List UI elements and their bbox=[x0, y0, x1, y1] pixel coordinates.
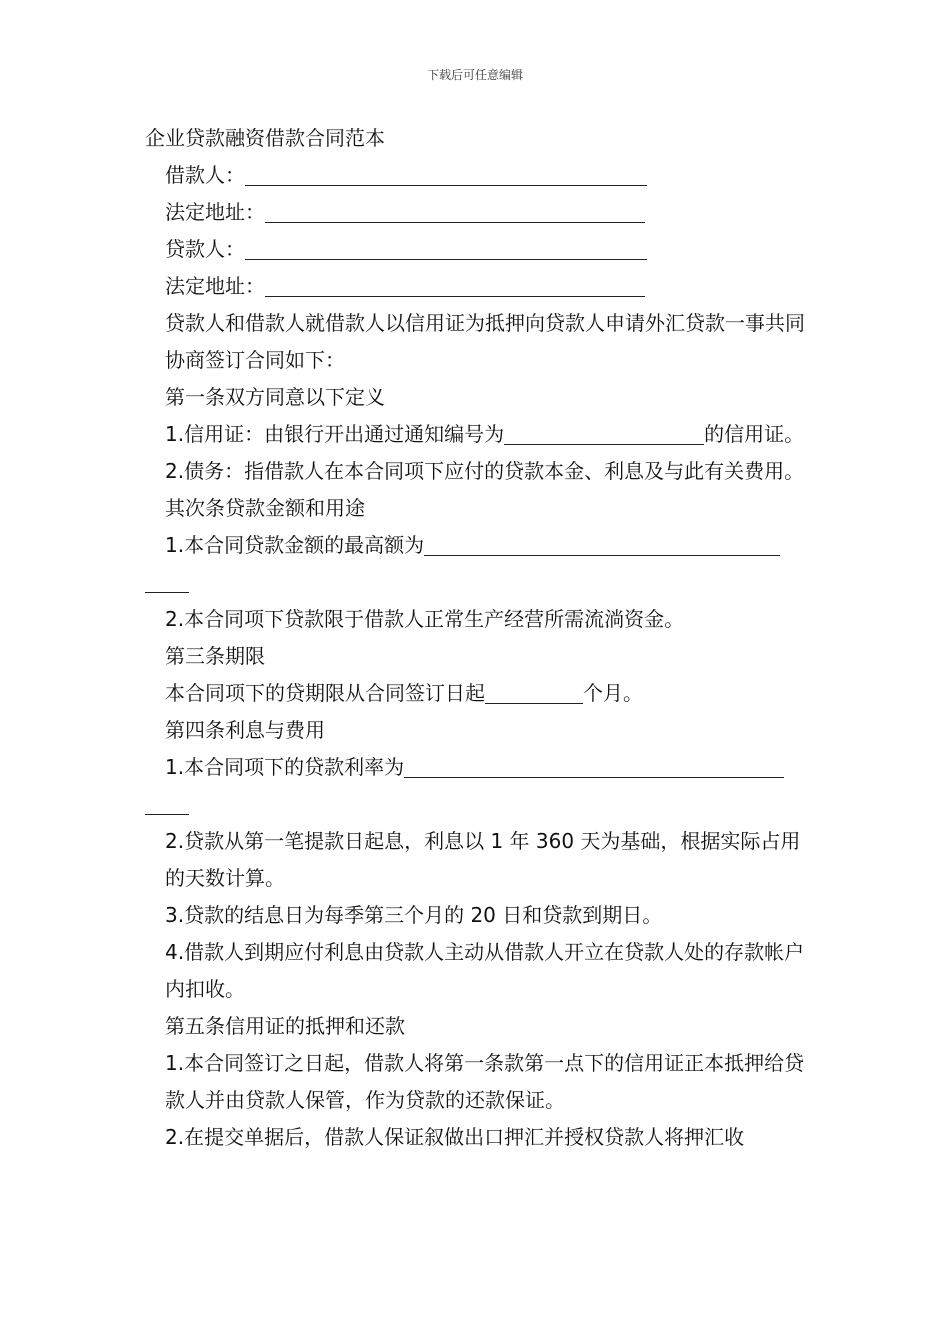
article-4-title: 第四条利息与费用 bbox=[165, 718, 325, 742]
article-1-title: 第一条双方同意以下定义 bbox=[165, 385, 385, 409]
intro-paragraph: 贷款人和借款人就借款人以信用证为抵押向贷款人申请外汇贷款一事共同协商签订合同如下： bbox=[165, 311, 805, 372]
article-1-item-1-text-a: 1.信用证：由银行开出通过通知编号为 bbox=[165, 422, 505, 446]
borrower-address-label: 法定地址： bbox=[165, 200, 265, 224]
article-3-text bbox=[145, 675, 807, 712]
article-1-item-1 bbox=[145, 416, 807, 453]
borrower-line bbox=[145, 157, 807, 194]
article-5-item-2: 2.在提交单据后，借款人保证叙做出口押汇并授权贷款人将押汇收 bbox=[165, 1125, 745, 1149]
article-3-text-a: 本合同项下的贷期限从合同签订日起 bbox=[165, 681, 485, 705]
article-4-item-3: 3.贷款的结息日为每季第三个月的 20 日和贷款到期日。 bbox=[165, 903, 663, 927]
article-1-item-1-text-b: 的信用证。 bbox=[704, 422, 805, 446]
article-5-title: 第五条信用证的抵押和还款 bbox=[165, 1014, 405, 1038]
borrower-address-blank bbox=[265, 200, 645, 223]
article-2-item-1 bbox=[145, 527, 807, 564]
document-body bbox=[145, 120, 807, 1156]
article-3-title: 第三条期限 bbox=[165, 644, 265, 668]
lender-address-blank bbox=[265, 274, 645, 297]
article-4-item-2: 2.贷款从第一笔提款日起息，利息以 1 年 360 天为基础，根据实际占用的天数计算。 bbox=[165, 829, 801, 890]
article-4-item-1 bbox=[145, 749, 807, 786]
article-5-item-1: 1.本合同签订之日起，借款人将第一条款第一点下的信用证正本抵押给贷款人并由贷款人保管，作为贷款的还款保证。 bbox=[165, 1051, 805, 1112]
article-3-text-b: 个月。 bbox=[583, 681, 643, 705]
lender-label: 贷款人： bbox=[165, 237, 245, 261]
document-title: 企业贷款融资借款合同范本 bbox=[145, 126, 385, 150]
article-4-item-4: 4.借款人到期应付利息由贷款人主动从借款人开立在贷款人处的存款帐户内扣收。 bbox=[165, 940, 805, 1001]
page-header: 下载后可任意编辑 bbox=[426, 68, 523, 82]
term-months-blank bbox=[485, 681, 583, 704]
borrower-address-line bbox=[145, 194, 807, 231]
borrower-blank bbox=[245, 163, 647, 186]
interest-rate-blank-cont bbox=[145, 786, 807, 823]
article-2-item-2: 2.本合同项下贷款限于借款人正常生产经营所需流淌资金。 bbox=[165, 607, 685, 631]
lender-blank bbox=[245, 237, 647, 260]
credit-number-blank bbox=[504, 422, 704, 445]
lender-line bbox=[145, 231, 807, 268]
article-1-item-2: 2.债务：指借款人在本合同项下应付的贷款本金、利息及与此有关费用。 bbox=[165, 459, 805, 483]
loan-amount-blank bbox=[424, 533, 780, 556]
lender-address-line bbox=[145, 268, 807, 305]
article-4-item-1-text: 1.本合同项下的贷款利率为 bbox=[165, 755, 405, 779]
loan-amount-blank-cont bbox=[145, 564, 807, 601]
lender-address-label: 法定地址： bbox=[165, 274, 265, 298]
article-2-item-1-text: 1.本合同贷款金额的最高额为 bbox=[165, 533, 425, 557]
borrower-label: 借款人： bbox=[165, 163, 245, 187]
article-2-title: 其次条贷款金额和用途 bbox=[165, 496, 365, 520]
interest-rate-blank bbox=[404, 755, 784, 778]
